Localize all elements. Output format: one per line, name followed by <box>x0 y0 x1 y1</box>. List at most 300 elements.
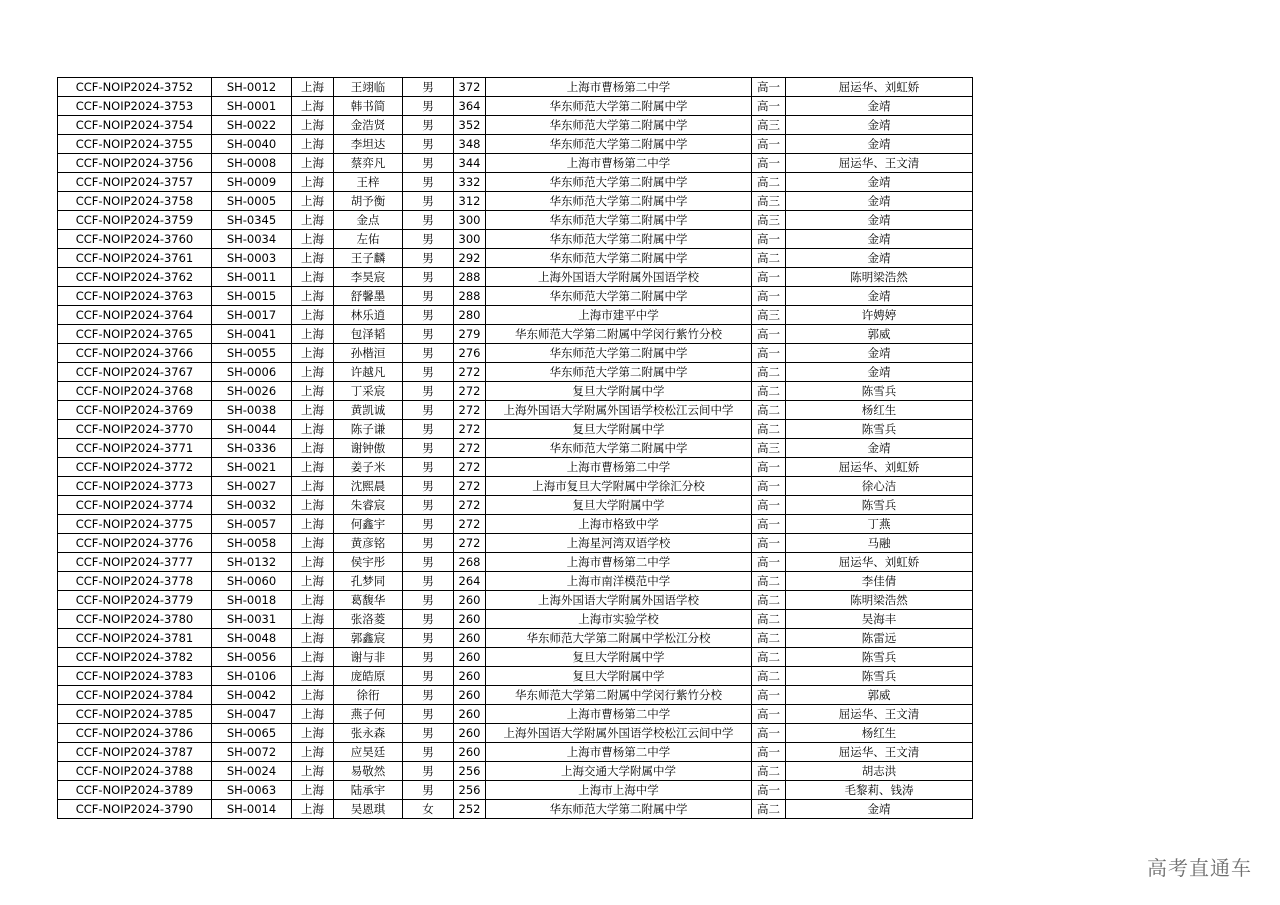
province-cell: 上海 <box>292 268 334 287</box>
school-cell: 上海外国语大学附属外国语学校 <box>486 591 752 610</box>
school-cell: 华东师范大学第二附属中学 <box>486 97 752 116</box>
gender-cell: 男 <box>403 477 454 496</box>
province-cell: 上海 <box>292 401 334 420</box>
watermark-text: 高考直通车 <box>1147 856 1252 880</box>
table-row <box>58 363 973 382</box>
province-cell: 上海 <box>292 306 334 325</box>
score-cell: 256 <box>454 781 486 800</box>
ticket-id-cell: CCF-NOIP2024-3787 <box>58 743 212 762</box>
name-cell: 葛馥华 <box>334 591 403 610</box>
score-cell: 260 <box>454 610 486 629</box>
ticket-id-cell: CCF-NOIP2024-3786 <box>58 724 212 743</box>
score-cell: 260 <box>454 629 486 648</box>
gender-cell: 男 <box>403 515 454 534</box>
ticket-id-cell: CCF-NOIP2024-3783 <box>58 667 212 686</box>
name-cell: 蔡弈凡 <box>334 154 403 173</box>
ticket-id-cell: CCF-NOIP2024-3790 <box>58 800 212 819</box>
province-cell: 上海 <box>292 135 334 154</box>
ticket-id-cell: CCF-NOIP2024-3754 <box>58 116 212 135</box>
score-cell: 332 <box>454 173 486 192</box>
grade-cell: 高二 <box>752 591 786 610</box>
coach-cell: 屈运华、刘虹娇 <box>786 78 973 97</box>
table-row <box>58 496 973 515</box>
seat-id-cell: SH-0015 <box>212 287 292 306</box>
name-cell: 胡予衡 <box>334 192 403 211</box>
table-row <box>58 686 973 705</box>
name-cell: 陆承宇 <box>334 781 403 800</box>
coach-cell: 金靖 <box>786 97 973 116</box>
gender-cell: 女 <box>403 800 454 819</box>
seat-id-cell: SH-0048 <box>212 629 292 648</box>
school-cell: 上海市建平中学 <box>486 306 752 325</box>
name-cell: 应昊廷 <box>334 743 403 762</box>
school-cell: 复旦大学附属中学 <box>486 420 752 439</box>
grade-cell: 高二 <box>752 173 786 192</box>
grade-cell: 高一 <box>752 743 786 762</box>
results-table <box>57 77 973 819</box>
province-cell: 上海 <box>292 211 334 230</box>
score-cell: 312 <box>454 192 486 211</box>
coach-cell: 金靖 <box>786 287 973 306</box>
gender-cell: 男 <box>403 363 454 382</box>
coach-cell: 杨红生 <box>786 724 973 743</box>
coach-cell: 徐心洁 <box>786 477 973 496</box>
coach-cell: 金靖 <box>786 363 973 382</box>
name-cell: 王子麟 <box>334 249 403 268</box>
grade-cell: 高三 <box>752 439 786 458</box>
grade-cell: 高一 <box>752 268 786 287</box>
table-row <box>58 629 973 648</box>
grade-cell: 高一 <box>752 515 786 534</box>
school-cell: 复旦大学附属中学 <box>486 496 752 515</box>
school-cell: 复旦大学附属中学 <box>486 648 752 667</box>
grade-cell: 高二 <box>752 249 786 268</box>
gender-cell: 男 <box>403 553 454 572</box>
grade-cell: 高二 <box>752 382 786 401</box>
seat-id-cell: SH-0006 <box>212 363 292 382</box>
gender-cell: 男 <box>403 116 454 135</box>
grade-cell: 高三 <box>752 306 786 325</box>
school-cell: 上海市南洋模范中学 <box>486 572 752 591</box>
coach-cell: 杨红生 <box>786 401 973 420</box>
gender-cell: 男 <box>403 629 454 648</box>
seat-id-cell: SH-0044 <box>212 420 292 439</box>
table-row <box>58 249 973 268</box>
school-cell: 上海外国语大学附属外国语学校松江云间中学 <box>486 401 752 420</box>
gender-cell: 男 <box>403 420 454 439</box>
province-cell: 上海 <box>292 572 334 591</box>
name-cell: 谢与非 <box>334 648 403 667</box>
grade-cell: 高一 <box>752 458 786 477</box>
grade-cell: 高一 <box>752 97 786 116</box>
ticket-id-cell: CCF-NOIP2024-3789 <box>58 781 212 800</box>
ticket-id-cell: CCF-NOIP2024-3780 <box>58 610 212 629</box>
seat-id-cell: SH-0032 <box>212 496 292 515</box>
coach-cell: 金靖 <box>786 116 973 135</box>
coach-cell: 屈运华、刘虹娇 <box>786 553 973 572</box>
score-cell: 268 <box>454 553 486 572</box>
province-cell: 上海 <box>292 781 334 800</box>
seat-id-cell: SH-0038 <box>212 401 292 420</box>
grade-cell: 高一 <box>752 686 786 705</box>
gender-cell: 男 <box>403 192 454 211</box>
coach-cell: 金靖 <box>786 344 973 363</box>
name-cell: 陈子谦 <box>334 420 403 439</box>
ticket-id-cell: CCF-NOIP2024-3784 <box>58 686 212 705</box>
gender-cell: 男 <box>403 781 454 800</box>
name-cell: 吴恩琪 <box>334 800 403 819</box>
coach-cell: 李佳倩 <box>786 572 973 591</box>
grade-cell: 高一 <box>752 724 786 743</box>
ticket-id-cell: CCF-NOIP2024-3755 <box>58 135 212 154</box>
seat-id-cell: SH-0017 <box>212 306 292 325</box>
coach-cell: 毛黎莉、钱涛 <box>786 781 973 800</box>
seat-id-cell: SH-0026 <box>212 382 292 401</box>
school-cell: 华东师范大学第二附属中学 <box>486 363 752 382</box>
table-row <box>58 173 973 192</box>
name-cell: 舒馨墨 <box>334 287 403 306</box>
province-cell: 上海 <box>292 192 334 211</box>
ticket-id-cell: CCF-NOIP2024-3771 <box>58 439 212 458</box>
grade-cell: 高二 <box>752 667 786 686</box>
seat-id-cell: SH-0031 <box>212 610 292 629</box>
province-cell: 上海 <box>292 534 334 553</box>
school-cell: 上海市曹杨第二中学 <box>486 553 752 572</box>
coach-cell: 陈明梁浩然 <box>786 591 973 610</box>
score-cell: 300 <box>454 230 486 249</box>
seat-id-cell: SH-0040 <box>212 135 292 154</box>
province-cell: 上海 <box>292 667 334 686</box>
school-cell: 华东师范大学第二附属中学 <box>486 230 752 249</box>
school-cell: 华东师范大学第二附属中学 <box>486 287 752 306</box>
coach-cell: 金靖 <box>786 230 973 249</box>
province-cell: 上海 <box>292 686 334 705</box>
grade-cell: 高二 <box>752 401 786 420</box>
grade-cell: 高一 <box>752 477 786 496</box>
grade-cell: 高二 <box>752 420 786 439</box>
seat-id-cell: SH-0058 <box>212 534 292 553</box>
table-row <box>58 534 973 553</box>
grade-cell: 高一 <box>752 135 786 154</box>
coach-cell: 陈雪兵 <box>786 420 973 439</box>
province-cell: 上海 <box>292 287 334 306</box>
table-row <box>58 135 973 154</box>
score-cell: 260 <box>454 648 486 667</box>
name-cell: 王梓 <box>334 173 403 192</box>
ticket-id-cell: CCF-NOIP2024-3774 <box>58 496 212 515</box>
seat-id-cell: SH-0008 <box>212 154 292 173</box>
seat-id-cell: SH-0345 <box>212 211 292 230</box>
gender-cell: 男 <box>403 268 454 287</box>
school-cell: 华东师范大学第二附属中学 <box>486 211 752 230</box>
school-cell: 复旦大学附属中学 <box>486 667 752 686</box>
gender-cell: 男 <box>403 572 454 591</box>
score-cell: 260 <box>454 705 486 724</box>
gender-cell: 男 <box>403 534 454 553</box>
grade-cell: 高二 <box>752 800 786 819</box>
table-row <box>58 230 973 249</box>
table-row <box>58 781 973 800</box>
grade-cell: 高一 <box>752 534 786 553</box>
ticket-id-cell: CCF-NOIP2024-3763 <box>58 287 212 306</box>
score-cell: 288 <box>454 287 486 306</box>
name-cell: 李坦达 <box>334 135 403 154</box>
province-cell: 上海 <box>292 382 334 401</box>
name-cell: 黄彦铭 <box>334 534 403 553</box>
gender-cell: 男 <box>403 458 454 477</box>
score-cell: 272 <box>454 382 486 401</box>
table-row <box>58 344 973 363</box>
gender-cell: 男 <box>403 496 454 515</box>
score-cell: 272 <box>454 363 486 382</box>
table-row <box>58 667 973 686</box>
name-cell: 谢钟傲 <box>334 439 403 458</box>
seat-id-cell: SH-0003 <box>212 249 292 268</box>
score-cell: 272 <box>454 458 486 477</box>
coach-cell: 陈雪兵 <box>786 496 973 515</box>
coach-cell: 金靖 <box>786 439 973 458</box>
province-cell: 上海 <box>292 363 334 382</box>
table-row <box>58 610 973 629</box>
coach-cell: 丁燕 <box>786 515 973 534</box>
grade-cell: 高三 <box>752 211 786 230</box>
grade-cell: 高三 <box>752 116 786 135</box>
seat-id-cell: SH-0012 <box>212 78 292 97</box>
ticket-id-cell: CCF-NOIP2024-3762 <box>58 268 212 287</box>
table-row <box>58 800 973 819</box>
school-cell: 华东师范大学第二附属中学 <box>486 439 752 458</box>
province-cell: 上海 <box>292 705 334 724</box>
table-row <box>58 705 973 724</box>
ticket-id-cell: CCF-NOIP2024-3777 <box>58 553 212 572</box>
coach-cell: 金靖 <box>786 211 973 230</box>
grade-cell: 高一 <box>752 344 786 363</box>
ticket-id-cell: CCF-NOIP2024-3759 <box>58 211 212 230</box>
gender-cell: 男 <box>403 287 454 306</box>
score-cell: 264 <box>454 572 486 591</box>
coach-cell: 金靖 <box>786 135 973 154</box>
province-cell: 上海 <box>292 610 334 629</box>
seat-id-cell: SH-0055 <box>212 344 292 363</box>
seat-id-cell: SH-0001 <box>212 97 292 116</box>
province-cell: 上海 <box>292 154 334 173</box>
score-cell: 256 <box>454 762 486 781</box>
province-cell: 上海 <box>292 743 334 762</box>
ticket-id-cell: CCF-NOIP2024-3758 <box>58 192 212 211</box>
school-cell: 上海市格致中学 <box>486 515 752 534</box>
name-cell: 侯宇彤 <box>334 553 403 572</box>
school-cell: 上海市曹杨第二中学 <box>486 154 752 173</box>
school-cell: 上海市上海中学 <box>486 781 752 800</box>
school-cell: 华东师范大学第二附属中学松江分校 <box>486 629 752 648</box>
coach-cell: 金靖 <box>786 173 973 192</box>
seat-id-cell: SH-0063 <box>212 781 292 800</box>
coach-cell: 屈运华、刘虹娇 <box>786 458 973 477</box>
name-cell: 韩书简 <box>334 97 403 116</box>
gender-cell: 男 <box>403 382 454 401</box>
name-cell: 沈熙晨 <box>334 477 403 496</box>
coach-cell: 陈雪兵 <box>786 382 973 401</box>
score-cell: 260 <box>454 743 486 762</box>
name-cell: 王翊临 <box>334 78 403 97</box>
ticket-id-cell: CCF-NOIP2024-3775 <box>58 515 212 534</box>
table-row <box>58 78 973 97</box>
seat-id-cell: SH-0024 <box>212 762 292 781</box>
name-cell: 张永森 <box>334 724 403 743</box>
gender-cell: 男 <box>403 230 454 249</box>
province-cell: 上海 <box>292 344 334 363</box>
name-cell: 易敬然 <box>334 762 403 781</box>
gender-cell: 男 <box>403 724 454 743</box>
table-row <box>58 382 973 401</box>
table-row <box>58 116 973 135</box>
ticket-id-cell: CCF-NOIP2024-3757 <box>58 173 212 192</box>
score-cell: 272 <box>454 496 486 515</box>
score-cell: 260 <box>454 724 486 743</box>
gender-cell: 男 <box>403 173 454 192</box>
ticket-id-cell: CCF-NOIP2024-3752 <box>58 78 212 97</box>
ticket-id-cell: CCF-NOIP2024-3756 <box>58 154 212 173</box>
seat-id-cell: SH-0027 <box>212 477 292 496</box>
grade-cell: 高二 <box>752 762 786 781</box>
school-cell: 上海市复旦大学附属中学徐汇分校 <box>486 477 752 496</box>
grade-cell: 高二 <box>752 648 786 667</box>
score-cell: 280 <box>454 306 486 325</box>
ticket-id-cell: CCF-NOIP2024-3753 <box>58 97 212 116</box>
ticket-id-cell: CCF-NOIP2024-3778 <box>58 572 212 591</box>
name-cell: 张洛菱 <box>334 610 403 629</box>
school-cell: 华东师范大学第二附属中学闵行紫竹分校 <box>486 325 752 344</box>
score-cell: 272 <box>454 477 486 496</box>
seat-id-cell: SH-0065 <box>212 724 292 743</box>
province-cell: 上海 <box>292 553 334 572</box>
province-cell: 上海 <box>292 496 334 515</box>
score-cell: 252 <box>454 800 486 819</box>
name-cell: 郭鑫宸 <box>334 629 403 648</box>
gender-cell: 男 <box>403 743 454 762</box>
seat-id-cell: SH-0072 <box>212 743 292 762</box>
gender-cell: 男 <box>403 344 454 363</box>
province-cell: 上海 <box>292 800 334 819</box>
ticket-id-cell: CCF-NOIP2024-3764 <box>58 306 212 325</box>
table-row <box>58 591 973 610</box>
province-cell: 上海 <box>292 116 334 135</box>
coach-cell: 金靖 <box>786 249 973 268</box>
grade-cell: 高三 <box>752 192 786 211</box>
province-cell: 上海 <box>292 230 334 249</box>
ticket-id-cell: CCF-NOIP2024-3770 <box>58 420 212 439</box>
gender-cell: 男 <box>403 401 454 420</box>
gender-cell: 男 <box>403 610 454 629</box>
table-row <box>58 572 973 591</box>
score-cell: 292 <box>454 249 486 268</box>
grade-cell: 高二 <box>752 610 786 629</box>
name-cell: 黄凯诚 <box>334 401 403 420</box>
province-cell: 上海 <box>292 78 334 97</box>
table-row <box>58 401 973 420</box>
seat-id-cell: SH-0022 <box>212 116 292 135</box>
name-cell: 许越凡 <box>334 363 403 382</box>
province-cell: 上海 <box>292 325 334 344</box>
province-cell: 上海 <box>292 629 334 648</box>
school-cell: 华东师范大学第二附属中学 <box>486 192 752 211</box>
province-cell: 上海 <box>292 420 334 439</box>
ticket-id-cell: CCF-NOIP2024-3760 <box>58 230 212 249</box>
score-cell: 272 <box>454 515 486 534</box>
name-cell: 林乐逍 <box>334 306 403 325</box>
score-cell: 260 <box>454 686 486 705</box>
province-cell: 上海 <box>292 591 334 610</box>
table-row <box>58 325 973 344</box>
table-row <box>58 439 973 458</box>
ticket-id-cell: CCF-NOIP2024-3779 <box>58 591 212 610</box>
coach-cell: 屈运华、王文清 <box>786 705 973 724</box>
coach-cell: 许娉婷 <box>786 306 973 325</box>
score-cell: 272 <box>454 420 486 439</box>
ticket-id-cell: CCF-NOIP2024-3768 <box>58 382 212 401</box>
seat-id-cell: SH-0057 <box>212 515 292 534</box>
seat-id-cell: SH-0060 <box>212 572 292 591</box>
name-cell: 李昊宸 <box>334 268 403 287</box>
table-row <box>58 420 973 439</box>
name-cell: 朱睿宸 <box>334 496 403 515</box>
school-cell: 华东师范大学第二附属中学 <box>486 135 752 154</box>
grade-cell: 高一 <box>752 781 786 800</box>
gender-cell: 男 <box>403 325 454 344</box>
ticket-id-cell: CCF-NOIP2024-3761 <box>58 249 212 268</box>
score-cell: 352 <box>454 116 486 135</box>
table-row <box>58 553 973 572</box>
gender-cell: 男 <box>403 97 454 116</box>
grade-cell: 高一 <box>752 553 786 572</box>
coach-cell: 陈雪兵 <box>786 667 973 686</box>
seat-id-cell: SH-0011 <box>212 268 292 287</box>
grade-cell: 高一 <box>752 78 786 97</box>
ticket-id-cell: CCF-NOIP2024-3781 <box>58 629 212 648</box>
name-cell: 姜子米 <box>334 458 403 477</box>
school-cell: 上海市曹杨第二中学 <box>486 743 752 762</box>
ticket-id-cell: CCF-NOIP2024-3776 <box>58 534 212 553</box>
table-row <box>58 268 973 287</box>
score-cell: 272 <box>454 439 486 458</box>
score-cell: 344 <box>454 154 486 173</box>
score-cell: 348 <box>454 135 486 154</box>
coach-cell: 屈运华、王文清 <box>786 154 973 173</box>
grade-cell: 高一 <box>752 287 786 306</box>
table-row <box>58 515 973 534</box>
seat-id-cell: SH-0047 <box>212 705 292 724</box>
table-row <box>58 762 973 781</box>
score-cell: 272 <box>454 401 486 420</box>
name-cell: 金点 <box>334 211 403 230</box>
score-cell: 300 <box>454 211 486 230</box>
school-cell: 上海市曹杨第二中学 <box>486 78 752 97</box>
score-cell: 279 <box>454 325 486 344</box>
ticket-id-cell: CCF-NOIP2024-3769 <box>58 401 212 420</box>
province-cell: 上海 <box>292 249 334 268</box>
table-row <box>58 724 973 743</box>
school-cell: 华东师范大学第二附属中学 <box>486 344 752 363</box>
school-cell: 华东师范大学第二附属中学 <box>486 800 752 819</box>
province-cell: 上海 <box>292 515 334 534</box>
province-cell: 上海 <box>292 97 334 116</box>
seat-id-cell: SH-0018 <box>212 591 292 610</box>
school-cell: 上海交通大学附属中学 <box>486 762 752 781</box>
coach-cell: 陈明梁浩然 <box>786 268 973 287</box>
gender-cell: 男 <box>403 686 454 705</box>
score-cell: 276 <box>454 344 486 363</box>
grade-cell: 高二 <box>752 572 786 591</box>
